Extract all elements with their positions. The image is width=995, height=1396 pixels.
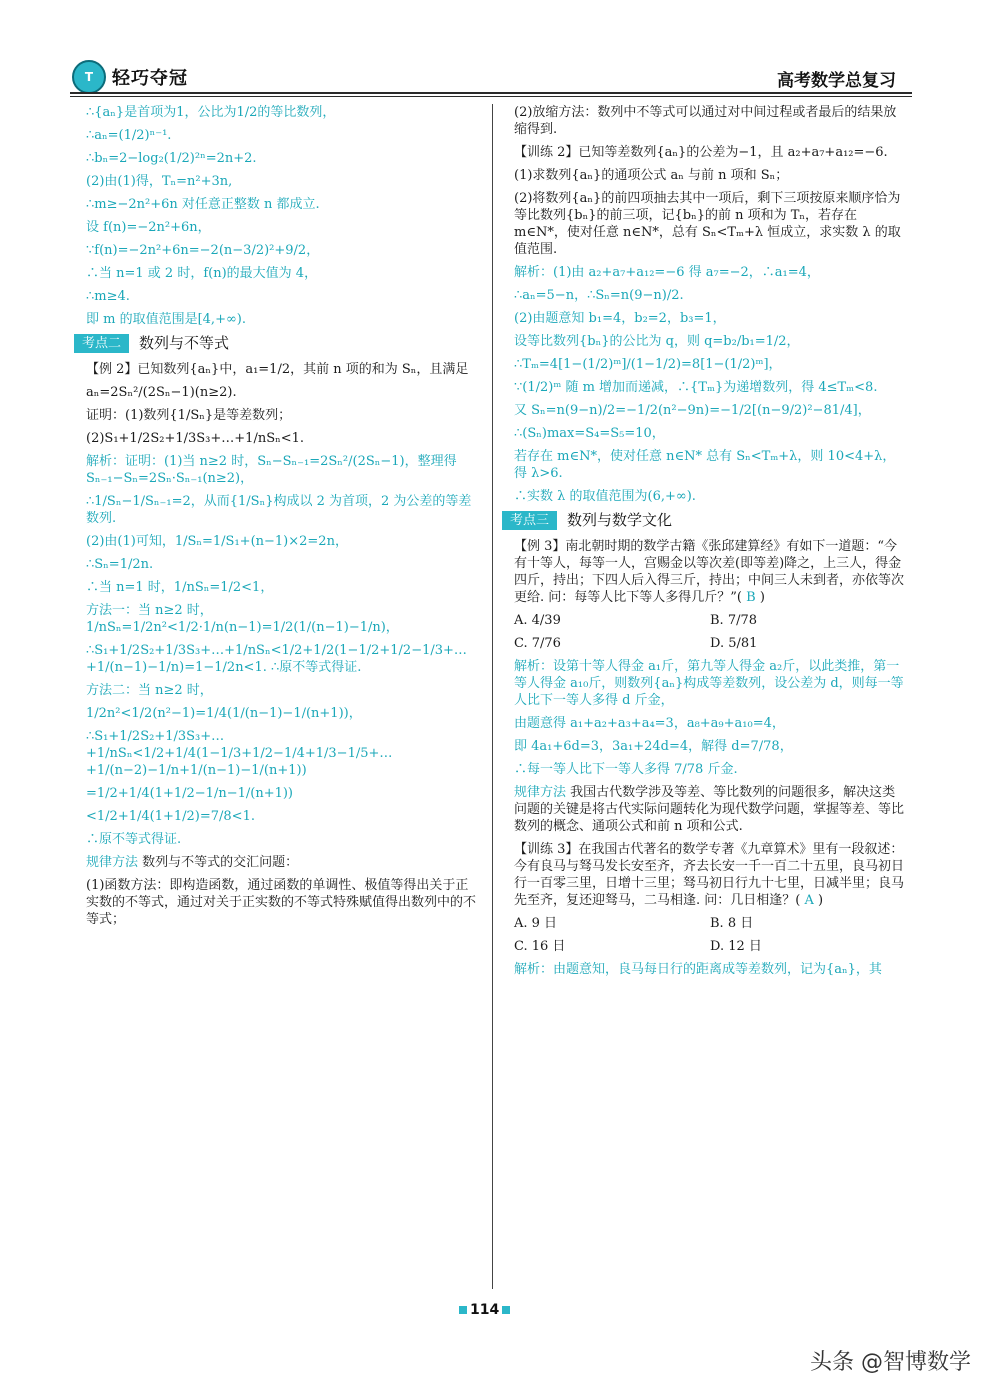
solution-line: ∴Sₙ=1/2n.: [86, 557, 154, 572]
solution-line: 1/2n²<1/2(n²−1)=1/4(1/(n−1)−1/(n+1))，: [86, 706, 362, 721]
solution-line: 即 m 的取值范围是[4,+∞).: [86, 312, 246, 327]
method-label: 规律方法: [514, 785, 567, 800]
example-statement: [514, 538, 906, 606]
solution-line: 设 f(n)=−2n²+6n，: [86, 220, 211, 235]
header-rule-thin: [70, 96, 912, 97]
header-rule: [70, 92, 912, 94]
solution-line: ∴1/Sₙ−1/Sₙ₋₁=2，从而{1/Sₙ}构成以 2 为首项，2 为公差的等差数列.: [86, 494, 472, 526]
watermark: 头条 @智博数学: [810, 1350, 971, 1375]
exercise-statement: (1)求数列{aₙ}的通项公式 aₙ 与前 n 项和 Sₙ；: [514, 168, 789, 183]
solution-line: ∴实数 λ 的取值范围为(6,+∞).: [514, 489, 696, 504]
solution-line: ∴{aₙ}是首项为1，公比为1/2的等比数列，: [86, 105, 336, 120]
exercise-text: 【训练 3】在我国古代著名的数学专著《九章算术》里有一段叙述：今有良马与驽马发长安至齐，齐去长安一千一百二十五里，良马初日行一百零三里，日增十三里；驽马初日行九十七里，日减半里；良马先至齐，复还迎驽马，二马相逢. 问：几日相逢？(: [514, 842, 905, 908]
method-label: 规律方法: [86, 855, 139, 870]
exercise-statement: (2)将数列{aₙ}的前四项抽去其中一项后，剩下三项按原来顺序恰为等比数列{bₙ}的前三项，记{bₙ}的前 n 项和为 Tₙ，若存在 m∈N*，使对任意 n∈N*，总有 Sₙ<Tₘ+λ 恒成立，求实数 λ 的取值范围.: [514, 191, 901, 257]
column-divider: [492, 104, 493, 1289]
square-icon: [459, 1306, 467, 1314]
solution-line: 解析：证明：(1)当 n≥2 时，Sₙ−Sₙ₋₁=2Sₙ²/(2Sₙ−1)，整理得 Sₙ₋₁−Sₙ=2Sₙ·Sₙ₋₁(n≥2)，: [86, 454, 457, 486]
solution-line: ∵(1/2)ᵐ 随 m 增加而递减，∴{Tₘ}为递增数列，得 4≤Tₘ<8.: [514, 380, 878, 395]
solution-line: 方法二：当 n≥2 时，: [86, 683, 213, 698]
method-note: (2)放缩方法：数列中不等式可以通过对中间过程或者最后的结果放缩得到.: [514, 105, 897, 137]
solution-line: ∴(Sₙ)max=S₄=S₅=10，: [514, 426, 665, 441]
solution-line: (2)由题意知 b₁=4，b₂=2，b₃=1，: [514, 311, 726, 326]
solution-line: 解析：设第十等人得金 a₁斤，第九等人得金 a₂斤，以此类推，第一等人得金 a₁₀斤，则数列{aₙ}构成等差数列，设公差为 d，则每一等人比下一等人多得 d 斤金，: [514, 659, 904, 708]
section-title: 数列与数学文化: [567, 511, 673, 529]
answer-letter: A: [804, 893, 814, 908]
solution-line: ∵f(n)=−2n²+6n=−2(n−3/2)²+9/2，: [86, 243, 320, 258]
solution-line: (2)由(1)可知，1/Sₙ=1/S₁+(n−1)×2=2n，: [86, 534, 348, 549]
option-d: D. 12 日: [710, 939, 762, 954]
section-tag: 考点三: [502, 511, 557, 530]
option-c: C. 7/76: [514, 636, 561, 651]
right-column: [510, 104, 906, 984]
solution-line: (2)由(1)得，Tₙ=n²+3n,: [86, 174, 233, 189]
solution-line: 解析：(1)由 a₂+a₇+a₁₂=−6 得 a₇=−2，∴a₁=4，: [514, 265, 820, 280]
solution-line: ∴当 n=1 或 2 时，f(n)的最大值为 4，: [86, 266, 318, 281]
exercise-statement: 【训练 2】已知等差数列{aₙ}的公差为−1，且 a₂+a₇+a₁₂=−6.: [514, 145, 888, 160]
solution-line: ∴m≥4.: [86, 289, 130, 304]
solution-line: 若存在 m∈N*，使对任意 n∈N* 总有 Sₙ<Tₘ+λ，则 10<4+λ，得 λ>6.: [514, 449, 896, 481]
solution-line: 方法一：当 n≥2 时，1/nSₙ=1/2n²<1/2·1/n(n−1)=1/2(1/(n−1)−1/n)，: [86, 603, 399, 635]
example-statement: aₙ=2Sₙ²/(2Sₙ−1)(n≥2).: [86, 385, 237, 400]
page-header: [70, 60, 912, 96]
section-heading: [74, 334, 478, 353]
example-statement: 证明：(1)数列{1/Sₙ}是等差数列；: [86, 408, 292, 423]
answer-letter: B: [746, 590, 756, 605]
solution-line: ∴原不等式得证.: [86, 832, 182, 847]
exercise-statement: [514, 841, 906, 909]
solution-line: 又 Sₙ=n(9−n)/2=−1/2(n²−9n)=−1/2[(n−9/2)²−81/4]，: [514, 403, 871, 418]
logo-text: 轻巧夺冠: [112, 68, 188, 89]
section-tag: 考点二: [74, 334, 129, 353]
option-a: A. 4/39: [514, 613, 561, 628]
page-number-text: 114: [470, 1302, 500, 1318]
section-heading: [502, 511, 906, 530]
bracket-close: ): [818, 893, 824, 908]
left-column: [82, 104, 478, 934]
solution-line: =1/2+1/4(1+1/2−1/n−1/(n+1)): [86, 786, 293, 801]
bracket-close: ): [759, 590, 765, 605]
option-c: C. 16 日: [514, 939, 566, 954]
choice-options: [514, 612, 906, 652]
example-statement: 【例 2】已知数列{aₙ}中，a₁=1/2，其前 n 项的和为 Sₙ，且满足: [86, 362, 469, 377]
example-text: 【例 3】南北朝时期的数学古籍《张邱建算经》有如下一道题：“今有十等人，每等一人，宫赐金以等次差(即等差)降之，上三人，得金四斤，持出；下四人后入得三斤，持出；中间三人未到者，亦依等次更给. 问：每等人比下等人多得几斤？”(: [514, 539, 905, 605]
book-title: 高考数学总复习: [777, 71, 896, 91]
solution-line: <1/2+1/4(1+1/2)=7/8<1.: [86, 809, 255, 824]
option-a: A. 9 日: [514, 916, 558, 931]
method-note: [514, 784, 906, 835]
example-statement: (2)S₁+1/2S₂+1/3S₃+…+1/nSₙ<1.: [86, 431, 305, 446]
solution-line: ∴Tₘ=4[1−(1/2)ᵐ]/(1−1/2)=8[1−(1/2)ᵐ]，: [514, 357, 782, 372]
solution-line: ∴S₁+1/2S₂+1/3S₃+…+1/nSₙ<1/2+1/2(1−1/2+1/2−1/3+…+1/(n−1)−1/n)=1−1/2n<1. ∴原不等式得证.: [86, 643, 467, 675]
option-b: B. 8 日: [710, 916, 754, 931]
method-note: (1)函数方法：即构造函数，通过函数的单调性、极值等得出关于正实数的不等式，通过对关于正实数的不等式特殊赋值得出数列中的不等式；: [86, 878, 477, 927]
solution-line: 设等比数列{bₙ}的公比为 q，则 q=b₂/b₁=1/2，: [514, 334, 800, 349]
solution-line: 即 4a₁+6d=3，3a₁+24d=4，解得 d=7/78，: [514, 739, 793, 754]
solution-line: ∴S₁+1/2S₂+1/3S₃+…+1/nSₙ<1/2+1/4(1−1/3+1/2−1/4+1/3−1/5+…+1/(n−2)−1/n+1/(n−1)−1/(n+1)): [86, 729, 393, 778]
solution-line: ∴aₙ=5−n，∴Sₙ=n(9−n)/2.: [514, 288, 684, 303]
method-note: [86, 854, 478, 871]
square-icon: [502, 1306, 510, 1314]
solution-line: 由题意得 a₁+a₂+a₃+a₄=3，a₈+a₉+a₁₀=4，: [514, 716, 785, 731]
solution-line: 解析：由题意知，良马每日行的距离成等差数列，记为{aₙ}，其: [514, 962, 882, 977]
method-text: 我国古代数学涉及等差、等比数列的问题很多，解决这类问题的关键是将古代实际问题转化为现代数学问题，掌握等差、等比数列的概念、通项公式和前 n 项和公式.: [514, 785, 905, 834]
solution-line: ∴当 n=1 时，1/nSₙ=1/2<1，: [86, 580, 274, 595]
solution-line: ∴aₙ=(1/2)ⁿ⁻¹.: [86, 128, 172, 143]
logo: [72, 60, 188, 94]
section-title: 数列与不等式: [139, 334, 230, 352]
solution-line: ∴bₙ=2−log₂(1/2)²ⁿ=2n+2.: [86, 151, 257, 166]
option-d: D. 5/81: [710, 636, 758, 651]
option-b: B. 7/78: [710, 613, 758, 628]
page-number: [456, 1302, 513, 1318]
solution-line: ∴每一等人比下一等人多得 7/78 斤金.: [514, 762, 738, 777]
choice-options: [514, 915, 906, 955]
method-text: 数列与不等式的交汇问题：: [142, 855, 299, 870]
solution-line: ∴m≥−2n²+6n 对任意正整数 n 都成立.: [86, 197, 320, 212]
logo-badge-icon: T: [72, 60, 106, 94]
